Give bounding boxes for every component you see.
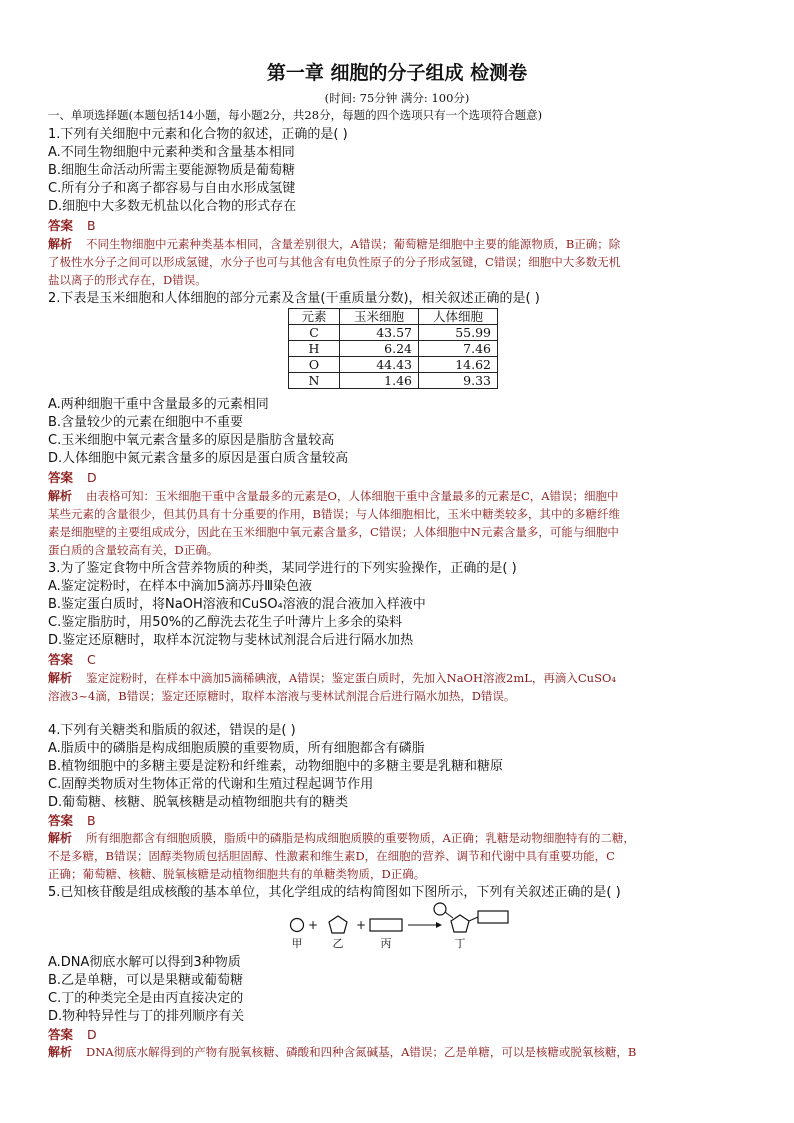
answer-line <box>48 651 96 668</box>
explanation-label: 解析 <box>48 671 73 685</box>
question-stem: 2.下表是玉米细胞和人体细胞的部分元素及含量(干重质量分数)，相关叙述正确的是( ) <box>48 291 540 306</box>
answer-label: 答案 <box>48 652 74 667</box>
label-bing: 丙 <box>380 937 392 950</box>
explanation-text: DNA彻底水解得到的产物有脱氧核糖、磷酸和四种含氮碱基，A错误；乙是单糖，可以是核糖或脱氧核糖，B <box>86 1045 637 1059</box>
table-cell: H <box>289 341 340 357</box>
table-cell: 44.43 <box>340 357 419 373</box>
bond-line <box>469 917 478 921</box>
element-table <box>288 308 498 389</box>
option: C.玉米细胞中氧元素含量多的原因是脂肪含量较高 <box>48 433 335 448</box>
explanation-text: 鉴定淀粉时，在样本中滴加5滴稀碘液，A错误；鉴定蛋白质时，先加入NaOH溶液2mL，再滴入CuSO₄ <box>86 671 616 685</box>
plus-sign: + <box>355 918 367 932</box>
table-cell: 1.46 <box>340 373 419 389</box>
table-cell: 43.57 <box>340 325 419 341</box>
answer-line <box>48 812 96 829</box>
table-cell: O <box>289 357 340 373</box>
base-rectangle <box>370 919 402 931</box>
explanation-text: 某些元素的含量很少，但其仍具有十分重要的作用，B错误；与人体细胞相比，玉米中糖类较多，其中的多糖纤维 <box>48 507 620 521</box>
answer-value: D <box>87 1027 97 1042</box>
option: C.丁的种类完全是由丙直接决定的 <box>48 991 244 1006</box>
table-row <box>289 325 498 341</box>
explanation-text: 盐以离子的形式存在，D错误。 <box>48 273 207 287</box>
explanation-line <box>48 670 616 687</box>
answer-label: 答案 <box>48 813 74 828</box>
answer-value: B <box>87 218 96 233</box>
explanation-label: 解析 <box>48 1045 73 1059</box>
table-cell: N <box>289 373 340 389</box>
nucleotide-diagram <box>286 902 516 952</box>
section-heading: 一、单项选择题(本题包括14小题，每小题2分，共28分，每题的四个选项只有一个选项符合题意) <box>48 108 543 122</box>
table-cell: C <box>289 325 340 341</box>
answer-label: 答案 <box>48 1027 74 1042</box>
explanation-text: 了极性水分子之间可以形成氢键，水分子也可与其他含有电负性原子的分子形成氢键，C错误；细胞中大多数无机 <box>48 255 621 269</box>
answer-value: D <box>87 470 97 485</box>
answer-line <box>48 217 96 234</box>
explanation-text: 不是多糖，B错误；固醇类物质包括胆固醇、性激素和维生素D，在细胞的营养、调节和代谢中具有重要功能，C <box>48 849 615 863</box>
table-row <box>289 341 498 357</box>
question-stem: 3.为了鉴定食物中所含营养物质的种类，某同学进行的下列实验操作，正确的是( ) <box>48 561 517 576</box>
option: C.固醇类物质对生物体正常的代谢和生殖过程起调节作用 <box>48 777 374 792</box>
table-cell: 7.46 <box>419 341 498 357</box>
table-header: 玉米细胞 <box>340 309 419 325</box>
option: D.人体细胞中氮元素含量多的原因是蛋白质含量较高 <box>48 451 349 466</box>
explanation-line <box>48 1044 636 1061</box>
table-header: 元素 <box>289 309 340 325</box>
page-title: 第一章 细胞的分子组成 检测卷 <box>266 62 528 84</box>
label-jia: 甲 <box>291 937 303 950</box>
explanation-label: 解析 <box>48 489 73 503</box>
option: B.植物细胞中的多糖主要是淀粉和纤维素，动物细胞中的多糖主要是乳糖和糖原 <box>48 759 504 774</box>
option: D.鉴定还原糖时，取样本沉淀物与斐林试剂混合后进行隔水加热 <box>48 633 414 648</box>
table-cell: 9.33 <box>419 373 498 389</box>
option: B.细胞生命活动所需主要能源物质是葡萄糖 <box>48 163 296 178</box>
option: A.不同生物细胞中元素种类和含量基本相同 <box>48 145 295 160</box>
explanation-line <box>48 830 635 847</box>
label-ding: 丁 <box>454 937 466 950</box>
explanation-text: 正确；葡萄糖、核糖、脱氧核糖是动植物细胞共有的单糖类物质，D正确。 <box>48 867 426 881</box>
explanation-label: 解析 <box>48 237 73 251</box>
answer-label: 答案 <box>48 218 74 233</box>
table-header: 人体细胞 <box>419 309 498 325</box>
option: B.鉴定蛋白质时，将NaOH溶液和CuSO₄溶液的混合液加入样液中 <box>48 597 426 612</box>
explanation-text: 不同生物细胞中元素种类基本相同，含量差别很大，A错误；葡萄糖是细胞中主要的能源物质，B正确；除 <box>86 237 621 251</box>
option: A.两种细胞干重中含量最多的元素相同 <box>48 397 269 412</box>
nucleotide-base <box>478 911 508 923</box>
option: C.所有分子和离子都容易与自由水形成氢键 <box>48 181 296 196</box>
nucleotide-phosphate <box>434 903 446 915</box>
arrow-head <box>436 922 442 928</box>
table-header-row <box>289 309 498 325</box>
table-cell: 55.99 <box>419 325 498 341</box>
answer-value: B <box>87 813 96 828</box>
exam-meta: (时间: 75分钟 满分: 100分) <box>324 91 470 105</box>
table-cell: 6.24 <box>340 341 419 357</box>
explanation-text: 素是细胞壁的主要组成成分，因此在玉米细胞中氧元素含量多，C错误；人体细胞中N元素含量多，可能与细胞中 <box>48 525 619 539</box>
question-stem: 1.下列有关细胞中元素和化合物的叙述，正确的是( ) <box>48 127 348 142</box>
option: A.脂质中的磷脂是构成细胞质膜的重要物质，所有细胞都含有磷脂 <box>48 741 425 756</box>
table-row <box>289 357 498 373</box>
plus-sign: + <box>307 918 319 932</box>
explanation-line <box>48 488 619 505</box>
explanation-text: 蛋白质的含量较高有关，D正确。 <box>48 543 219 557</box>
table-row <box>289 373 498 389</box>
explanation-text: 溶液3~4滴，B错误；鉴定还原糖时，取样本溶液与斐林试剂混合后进行隔水加热，D错误。 <box>48 689 516 703</box>
nucleotide-sugar <box>451 915 469 932</box>
bond-line <box>445 912 453 918</box>
option: A.DNA彻底水解可以得到3种物质 <box>48 955 241 970</box>
phosphate-circle <box>291 919 304 932</box>
sugar-pentagon <box>329 916 347 933</box>
question-stem: 4.下列有关糖类和脂质的叙述，错误的是( ) <box>48 723 296 738</box>
explanation-line <box>48 236 620 253</box>
table-cell: 14.62 <box>419 357 498 373</box>
answer-line <box>48 469 97 486</box>
question-stem: 5.已知核苷酸是组成核酸的基本单位，其化学组成的结构简图如下图所示，下列有关叙述正确的是( ) <box>48 885 621 900</box>
answer-label: 答案 <box>48 470 74 485</box>
option: B.含量较少的元素在细胞中不重要 <box>48 415 244 430</box>
answer-line <box>48 1026 97 1043</box>
option: B.乙是单糖，可以是果糖或葡萄糖 <box>48 973 244 988</box>
explanation-text: 所有细胞都含有细胞质膜，脂质中的磷脂是构成细胞质膜的重要物质，A正确；乳糖是动物细胞特有的二糖， <box>86 831 635 845</box>
answer-value: C <box>87 652 96 667</box>
label-yi: 乙 <box>332 937 344 950</box>
explanation-text: 由表格可知：玉米细胞干重中含量最多的元素是O，人体细胞干重中含量最多的元素是C，A错误；细胞中 <box>86 489 619 503</box>
option: D.细胞中大多数无机盐以化合物的形式存在 <box>48 199 297 214</box>
option: A.鉴定淀粉时，在样本中滴加5滴苏丹Ⅲ染色液 <box>48 579 313 594</box>
explanation-label: 解析 <box>48 831 73 845</box>
option: C.鉴定脂肪时，用50%的乙醇洗去花生子叶薄片上多余的染料 <box>48 615 403 630</box>
option: D.物种特异性与丁的排列顺序有关 <box>48 1009 245 1024</box>
option: D.葡萄糖、核糖、脱氧核糖是动植物细胞共有的糖类 <box>48 795 349 810</box>
